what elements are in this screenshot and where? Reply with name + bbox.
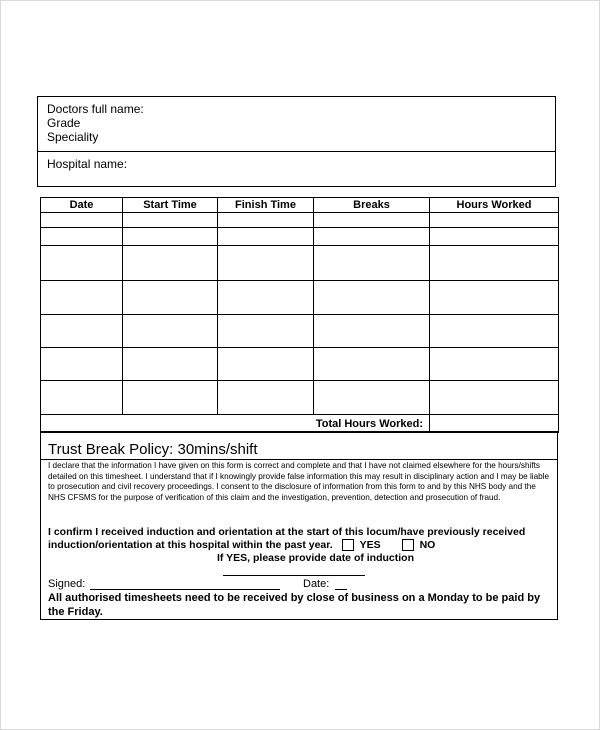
breaks-cell[interactable] [314, 315, 430, 348]
hours-worked-cell[interactable] [430, 315, 559, 348]
doctor-details-box [37, 96, 556, 187]
grade-label: Grade [47, 116, 81, 130]
divider [41, 459, 557, 460]
total-hours-label: Total Hours Worked: [41, 415, 430, 433]
break-policy-heading: Trust Break Policy: 30mins/shift [48, 441, 258, 458]
declaration-statement: I declare that the information I have given on this form is correct and complete and that I have not claimed elsewhere for the hours/shifts detailed on this timesheet. I understand that if I knowingly provide false information this may result in disciplinary action and I may be liable to prosecution and civil recovery proceedings. I consent to the disclosure of information from this form to and by this NHS body and the NHS CFSMS for the purpose of verification of this claim and the investigation, prevention, detection and prosecution of fraud. [48, 461, 550, 502]
date-field[interactable] [335, 589, 347, 590]
hours-worked-cell[interactable] [430, 228, 559, 246]
date-cell[interactable] [41, 381, 123, 415]
yes-label: YES [359, 539, 381, 551]
breaks-cell[interactable] [314, 348, 430, 381]
hospital-name-label: Hospital name: [47, 157, 128, 171]
date-cell[interactable] [41, 315, 123, 348]
breaks-cell[interactable] [314, 281, 430, 315]
no-checkbox[interactable] [402, 539, 414, 551]
start-time-cell[interactable] [123, 348, 218, 381]
start-time-cell[interactable] [123, 381, 218, 415]
start-time-cell[interactable] [123, 213, 218, 228]
doctor-info-section [38, 97, 555, 152]
speciality-label: Speciality [47, 130, 99, 144]
start-time-cell[interactable] [123, 281, 218, 315]
finish-time-cell[interactable] [218, 381, 314, 415]
breaks-cell[interactable] [314, 381, 430, 415]
table-row [41, 213, 559, 228]
table-row [41, 228, 559, 246]
total-row [41, 415, 559, 433]
no-label: NO [419, 539, 436, 551]
hours-worked-cell[interactable] [430, 348, 559, 381]
timesheet-table [40, 197, 559, 433]
yes-checkbox[interactable] [342, 539, 354, 551]
induction-confirmation [48, 526, 525, 552]
induction-date-label: If YES, please provide date of induction [217, 552, 415, 564]
induction-date-row [217, 552, 557, 576]
finish-time-cell[interactable] [218, 281, 314, 315]
table-row [41, 281, 559, 315]
table-row [41, 315, 559, 348]
table-header-row [41, 198, 559, 213]
start-time-cell[interactable] [123, 246, 218, 281]
confirmation-line-2: induction/orientation at this hospital within the past year. [48, 539, 333, 551]
finish-time-cell[interactable] [218, 246, 314, 281]
table-row [41, 246, 559, 281]
date-cell[interactable] [41, 348, 123, 381]
table-row [41, 348, 559, 381]
finish-time-cell[interactable] [218, 315, 314, 348]
breaks-cell[interactable] [314, 228, 430, 246]
declaration-box [40, 431, 558, 620]
confirmation-line-2-row [48, 539, 525, 552]
signed-label: Signed: [48, 578, 86, 590]
finish-time-cell[interactable] [218, 228, 314, 246]
date-cell[interactable] [41, 228, 123, 246]
date-label: Date: [303, 578, 330, 590]
breaks-cell[interactable] [314, 246, 430, 281]
signature-field[interactable] [90, 589, 280, 590]
hours-worked-cell[interactable] [430, 281, 559, 315]
date-cell[interactable] [41, 246, 123, 281]
column-header: Start Time [123, 198, 218, 213]
column-header: Breaks [314, 198, 430, 213]
column-header: Date [41, 198, 123, 213]
hours-worked-cell[interactable] [430, 381, 559, 415]
hours-worked-cell[interactable] [430, 213, 559, 228]
column-header: Hours Worked [430, 198, 559, 213]
date-cell[interactable] [41, 213, 123, 228]
column-header: Finish Time [218, 198, 314, 213]
total-hours-cell[interactable] [430, 415, 559, 433]
table-row [41, 381, 559, 415]
confirmation-line-1: I confirm I received induction and orientation at the start of this locum/have previously received [48, 526, 526, 538]
finish-time-cell[interactable] [218, 348, 314, 381]
induction-date-field[interactable] [223, 575, 365, 576]
breaks-cell[interactable] [314, 213, 430, 228]
start-time-cell[interactable] [123, 228, 218, 246]
submission-note: All authorised timesheets need to be received by close of business on a Monday to be paid by the Friday. [48, 592, 541, 618]
signature-row [48, 578, 280, 590]
date-cell[interactable] [41, 281, 123, 315]
start-time-cell[interactable] [123, 315, 218, 348]
doctor-name-label: Doctors full name: [47, 102, 144, 116]
date-row [303, 578, 347, 590]
hours-worked-cell[interactable] [430, 246, 559, 281]
finish-time-cell[interactable] [218, 213, 314, 228]
